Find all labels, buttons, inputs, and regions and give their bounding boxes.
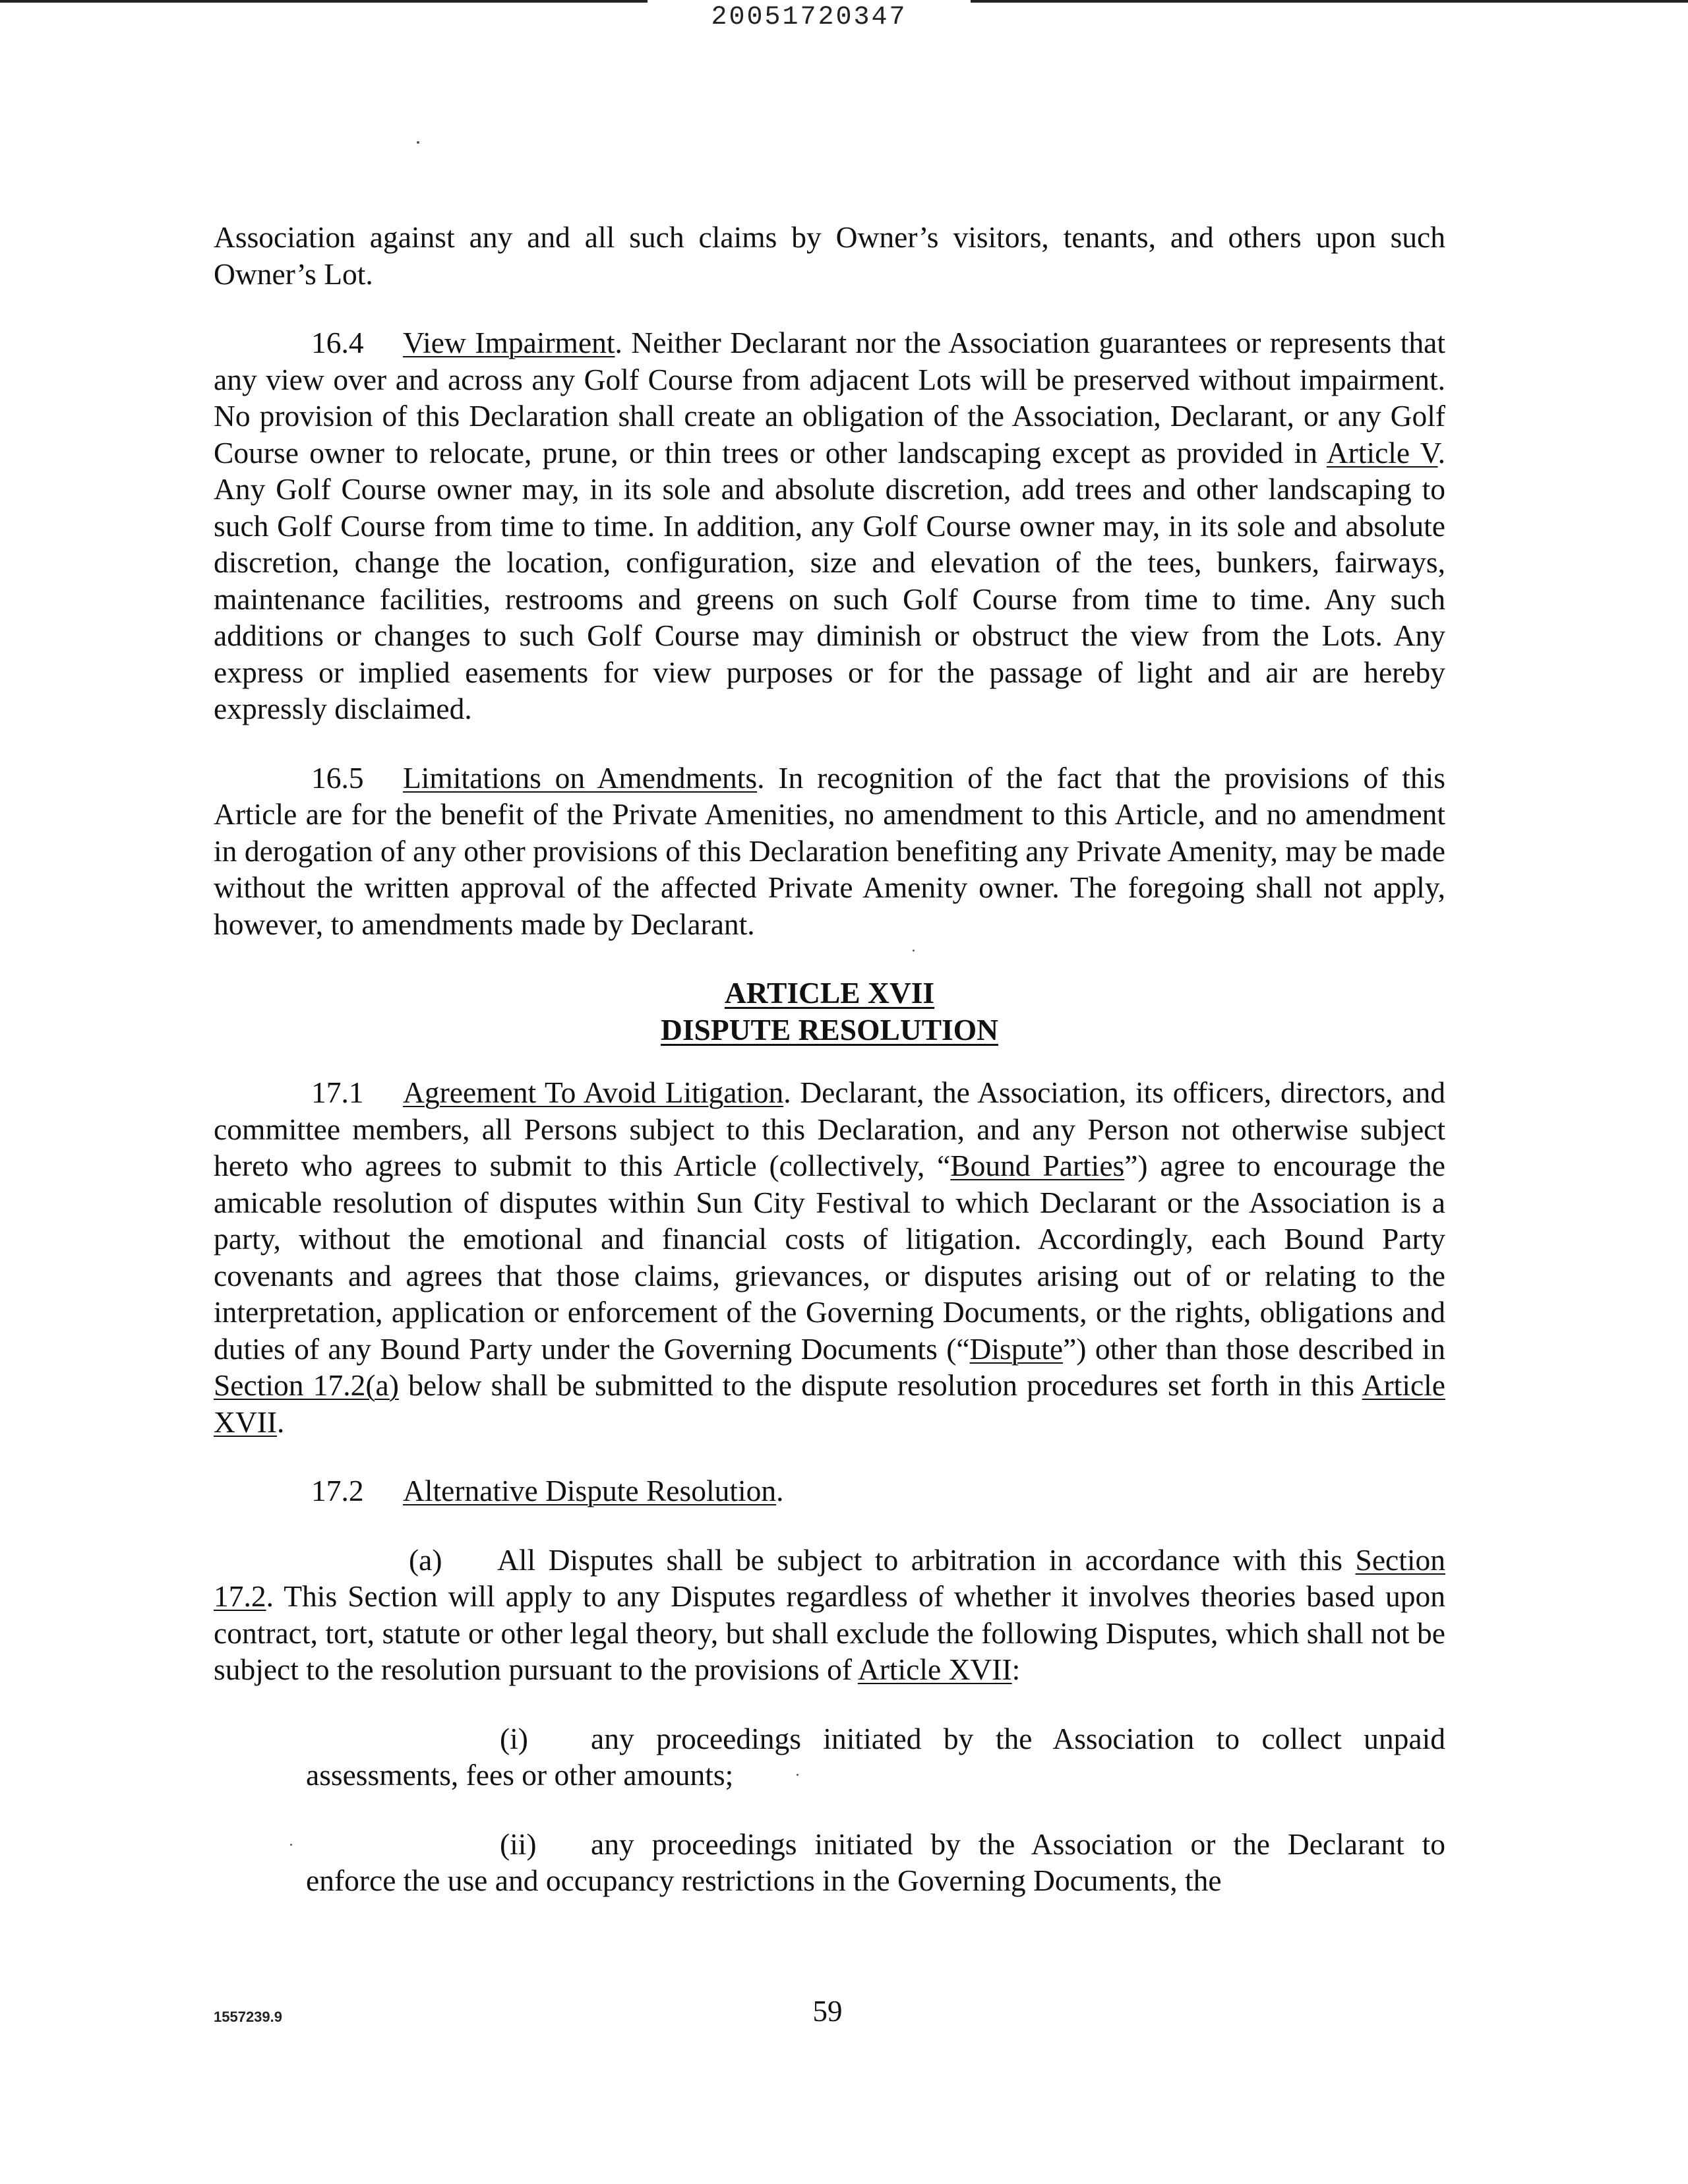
section-title: View Impairment xyxy=(403,326,615,359)
continuation-text: Association against any and all such claims by Owner’s visitors, tenants, and others upon such Owner’s Lot. xyxy=(214,220,1445,291)
section-number: 16.4 xyxy=(311,326,364,359)
document-number: 20051720347 xyxy=(711,3,907,32)
article-reference: Article XVII xyxy=(857,1653,1012,1686)
subsection-body: All Disputes shall be subject to arbitration in accordance with this xyxy=(497,1542,1356,1577)
document-stamp xyxy=(648,0,971,38)
section-body-continued: . Any Golf Course owner may, in its sole and absolute discretion, add trees and other landscaping to such Golf Course from time to time. In addition, any Golf Course owner may, in its sole and absolute discretion, change the location, configuration, size and elevation of the tees, bunkers, fairways, maintenance facilities, restrooms and greens on such Golf Course from time to time. Any such additions or changes to such Golf Course may diminish or obstruct the view from the Lots. Any express or implied easements for view purposes or for the passage of light and air are hereby expressly disclaimed. xyxy=(214,435,1445,725)
section-number: 17.2 xyxy=(311,1474,364,1507)
page-body xyxy=(214,219,1445,1931)
section-reference: Section 17.2 xyxy=(214,1542,1445,1613)
list-item-i xyxy=(306,1720,1445,1794)
footer-document-id: 1557239.9 xyxy=(214,2009,282,2025)
article-reference: Article XVII xyxy=(214,1368,1445,1439)
section-title-end: . xyxy=(776,1474,784,1507)
section-body: . Neither Declarant nor the Association guarantees or represents that any view over and across any Golf Course from adjacent Lots will be preserved without impairment. No provision of this Declaration shall create an obligation of the Association, Declarant, or any Golf Course owner to relocate, prune, or thin trees or other landscaping except as provided in xyxy=(214,326,1445,470)
section-body: . xyxy=(277,1405,285,1439)
article-reference: Article V xyxy=(1326,435,1438,470)
section-title: Alternative Dispute Resolution xyxy=(403,1474,777,1507)
section-body: below shall be submitted to the dispute resolution procedures set forth in this xyxy=(398,1368,1362,1402)
section-body: . Declarant, the Association, its officers, directors, and committee members, all Persons subject to this Declaration, and any Person not otherwise subject hereto who agrees to submit to this Article (collectively, “ xyxy=(214,1076,1445,1182)
section-title: Limitations on Amendments xyxy=(403,760,758,795)
scan-speck xyxy=(417,141,419,144)
scan-speck xyxy=(797,1774,799,1776)
article-number: ARTICLE XVII xyxy=(724,976,935,1010)
article-heading xyxy=(214,975,1445,1048)
section-body: ”) other than those described in xyxy=(1063,1331,1445,1366)
item-label: (ii) xyxy=(500,1827,537,1861)
scan-speck xyxy=(913,950,915,952)
article-title: DISPUTE RESOLUTION xyxy=(660,1012,998,1046)
section-16-4 xyxy=(214,324,1445,727)
section-body: ”) agree to encourage the amicable resolution of disputes within Sun City Festival to which Declarant or the Association is a party, without the emotional and financial costs of litigation. Accordingly, each Bound Party covenants and agrees that those claims, grievances, or disputes arising out of or relating to the interpretation, application or enforcement of the Governing Documents, or the rights, obligations and duties of any Bound Party under the Governing Documents (“ xyxy=(214,1149,1446,1366)
defined-term-dispute: Dispute xyxy=(969,1331,1064,1366)
defined-term-bound-parties: Bound Parties xyxy=(950,1149,1125,1182)
section-number: 16.5 xyxy=(311,760,364,795)
item-text: any proceedings initiated by the Association to collect unpaid assessments, fees or other amounts; xyxy=(306,1721,1445,1792)
section-title: Agreement To Avoid Litigation xyxy=(403,1076,784,1109)
section-body: . In recognition of the fact that the provisions of this Article are for the benefit of the Private Amenities, no amendment to this Article, and no amendment in derogation of any other provisions of this Declaration benefiting any Private Amenity, may be made without the written approval of the affected Private Amenity owner. The foregoing shall not apply, however, to amendments made by Declarant. xyxy=(214,760,1445,941)
section-17-1 xyxy=(214,1074,1445,1440)
scan-speck xyxy=(290,1844,292,1846)
continuation-paragraph xyxy=(214,219,1445,292)
item-label: (i) xyxy=(500,1721,528,1755)
page-number: 59 xyxy=(812,1995,843,2028)
subsection-label: (a) xyxy=(409,1542,442,1577)
section-number: 17.1 xyxy=(311,1076,364,1109)
section-reference: Section 17.2(a) xyxy=(214,1368,399,1402)
subsection-a xyxy=(214,1542,1445,1688)
subsection-body: : xyxy=(1011,1653,1021,1686)
subsection-body: . This Section will apply to any Disputes regardless of whether it involves theories based upon contract, tort, statute or other legal theory, but shall exclude the following Disputes, which shall not be subject to the resolution pursuant to the provisions of xyxy=(214,1579,1445,1686)
section-17-2 xyxy=(214,1472,1445,1509)
list-item-ii xyxy=(306,1826,1445,1899)
item-text: any proceedings initiated by the Association or the Declarant to enforce the use and occupancy restrictions in the Governing Documents, the xyxy=(306,1827,1445,1897)
section-16-5 xyxy=(214,760,1445,943)
